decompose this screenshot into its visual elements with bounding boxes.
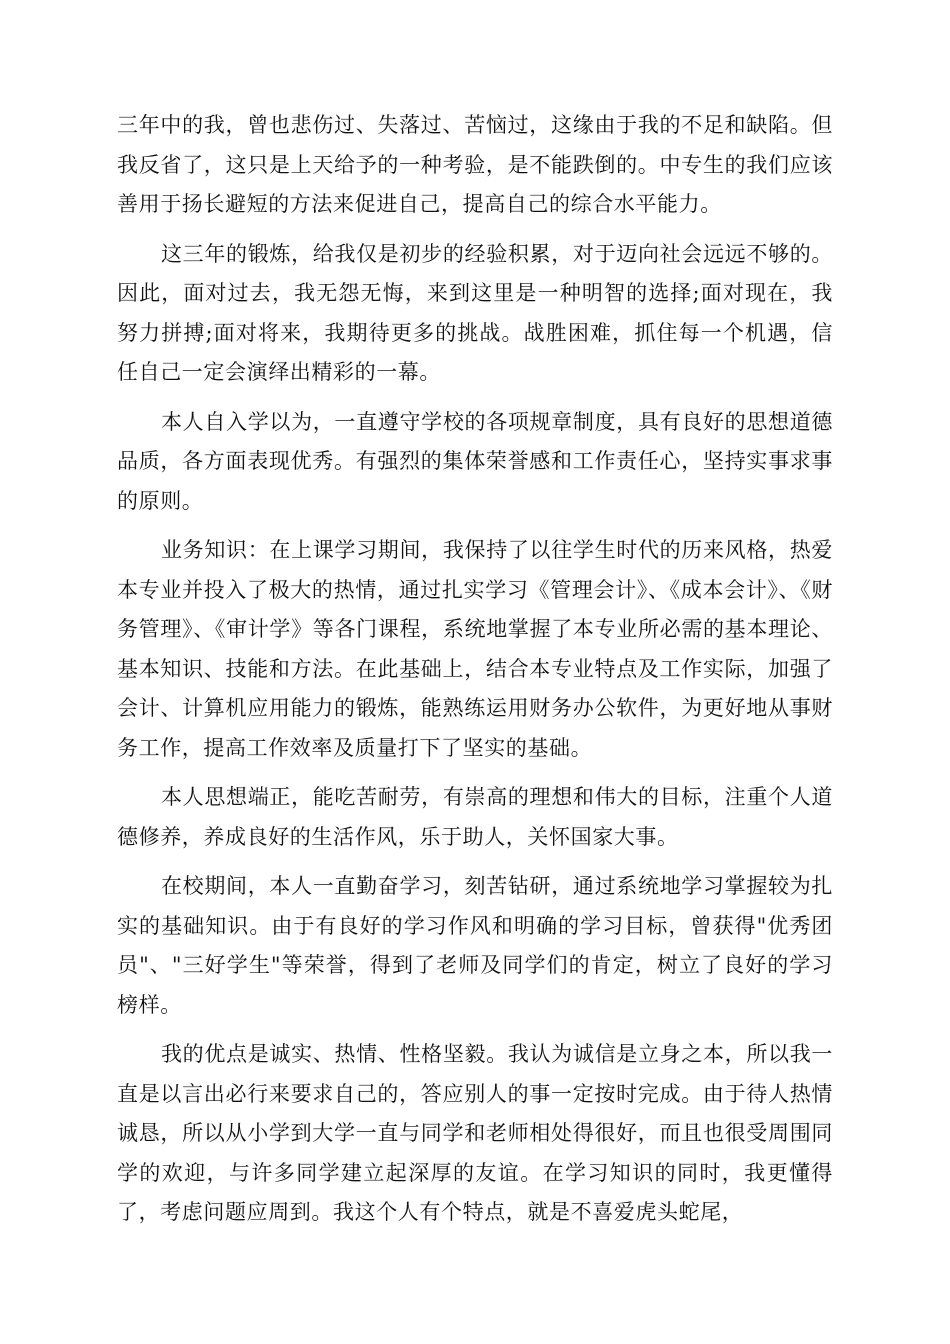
paragraph-2: 这三年的锻炼，给我仅是初步的经验积累，对于迈向社会远远不够的。因此，面对过去，我无怨无悔，来到这里是一种明智的选择;面对现在，我努力拼搏;面对将来，我期待更多的挑战。战胜困难，抓住每一个机遇，信任自己一定会演绎出精彩的一幕。 xyxy=(117,241,833,384)
paragraph-1: 三年中的我，曾也悲伤过、失落过、苦恼过，这缘由于我的不足和缺陷。但我反省了，这只是上天给予的一种考验，是不能跌倒的。中专生的我们应该善用于扬长避短的方法来促进自己，提高自己的综合水平能力。 xyxy=(117,113,833,216)
paragraph-5: 本人思想端正，能吃苦耐劳，有崇高的理想和伟大的目标，注重个人道德修养，养成良好的生活作风，乐于助人，关怀国家大事。 xyxy=(117,785,833,849)
paragraph-3: 本人自入学以为，一直遵守学校的各项规章制度，具有良好的思想道德品质，各方面表现优秀。有强烈的集体荣誉感和工作责任心，坚持实事求事的原则。 xyxy=(117,409,833,513)
paragraph-4: 业务知识：在上课学习期间，我保持了以往学生时代的历来风格，热爱本专业并投入了极大的热情，通过扎实学习《管理会计》、《成本会计》、《财务管理》、《审计学》等各门课程，系统地掌握了本专业所必需的基本理论、基本知识、技能和方法。在此基础上，结合本专业特点及工作实际，加强了会计、计算机应用能力的锻炼，能熟练运用财务办公软件，为更好地从事财务工作，提高工作效率及质量打下了坚实的基础。 xyxy=(117,538,833,760)
paragraph-7: 我的优点是诚实、热情、性格坚毅。我认为诚信是立身之本，所以我一直是以言出必行来要求自己的，答应别人的事一定按时完成。由于待人热情诚恳，所以从小学到大学一直与同学和老师相处得很好，而且也很受周围同学的欢迎，与许多同学建立起深厚的友谊。在学习知识的同时，我更懂得了，考虑问题应周到。我这个人有个特点，就是不喜爱虎头蛇尾， xyxy=(117,1042,833,1224)
document-body xyxy=(117,106,833,1243)
paragraph-6: 在校期间，本人一直勤奋学习，刻苦钻研，通过系统地学习掌握较为扎实的基础知识。由于有良好的学习作风和明确的学习目标，曾获得"优秀团员"、"三好学生"等荣誉，得到了老师及同学们的肯定，树立了良好的学习榜样。 xyxy=(117,874,833,1017)
